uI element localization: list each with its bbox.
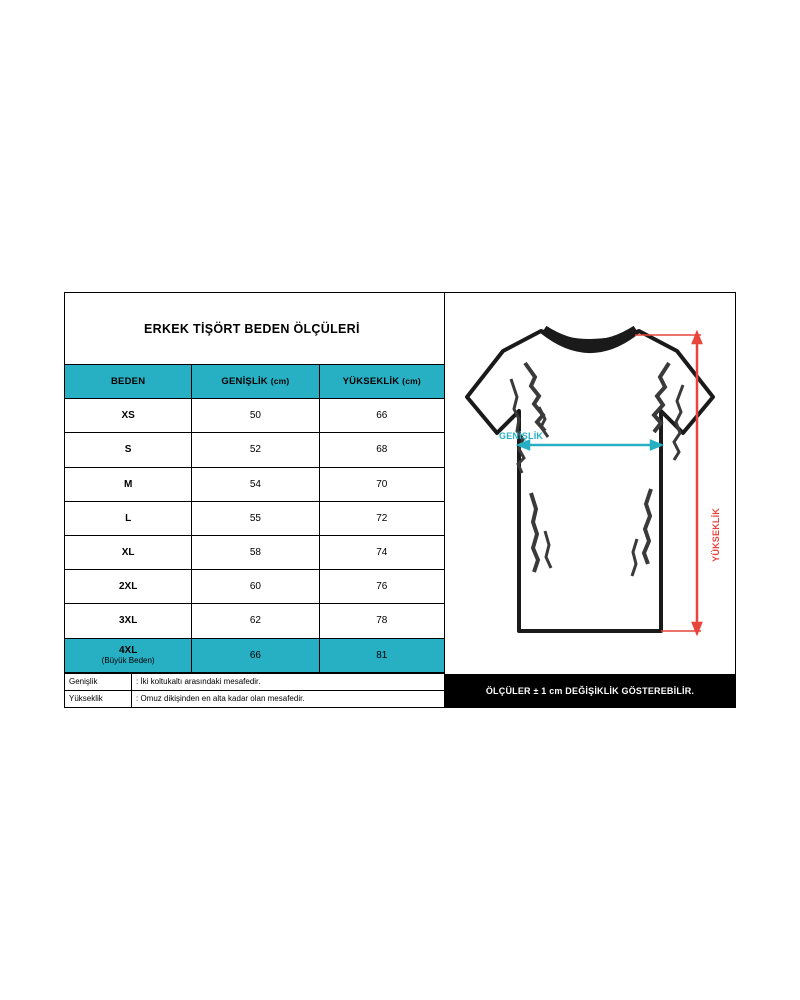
cell-height: 81 xyxy=(319,638,444,672)
width-measure-label: GENİŞLİK xyxy=(499,431,544,441)
cell-size: S xyxy=(65,433,192,467)
table-row xyxy=(65,535,444,569)
measurement-disclaimer: ÖLÇÜLER ± 1 cm DEĞİŞİKLİK GÖSTEREBİLİR. xyxy=(445,674,735,707)
size-table-pane xyxy=(65,293,445,707)
table-row xyxy=(65,399,444,433)
cell-size: L xyxy=(65,501,192,535)
cell-height: 68 xyxy=(319,433,444,467)
cell-height: 66 xyxy=(319,399,444,433)
size-table-head xyxy=(65,365,444,399)
cell-width: 54 xyxy=(192,467,319,501)
cell-size: 2XL xyxy=(65,570,192,604)
measurement-notes xyxy=(65,673,444,707)
column-header-width-text: GENİŞLİK xyxy=(221,376,268,388)
height-measure-label: YÜKSEKLİK xyxy=(711,508,721,562)
cell-size-text: 4XL xyxy=(118,644,138,656)
cell-size: 3XL xyxy=(65,604,192,638)
cell-width: 62 xyxy=(192,604,319,638)
note-key-height: Yükseklik xyxy=(65,690,132,707)
cell-width: 60 xyxy=(192,570,319,604)
column-header-width-unit: (cm) xyxy=(270,376,290,387)
cell-height: 76 xyxy=(319,570,444,604)
table-row xyxy=(65,467,444,501)
column-header-height-unit: (cm) xyxy=(402,376,421,387)
table-row-highlighted xyxy=(65,638,444,672)
note-key-width: Genişlik xyxy=(65,674,132,691)
cell-height: 72 xyxy=(319,501,444,535)
column-header-width xyxy=(192,365,319,399)
table-row xyxy=(65,604,444,638)
cell-size-subtext: (Büyük Beden) xyxy=(101,656,155,666)
note-row xyxy=(65,674,444,691)
cell-height: 78 xyxy=(319,604,444,638)
column-header-size-text: BEDEN xyxy=(111,376,146,388)
chart-title-row xyxy=(65,293,444,365)
note-text-height: : Omuz dikişinden en alta kadar olan mesafedir. xyxy=(136,694,305,704)
cell-height: 70 xyxy=(319,467,444,501)
tshirt-figure-box xyxy=(445,293,735,674)
note-row xyxy=(65,690,444,707)
table-header-row xyxy=(65,365,444,399)
tshirt-body-shape xyxy=(467,331,713,631)
cell-size: XS xyxy=(65,399,192,433)
column-header-size xyxy=(65,365,192,399)
column-header-height xyxy=(319,365,444,399)
note-text-width: : İki koltukaltı arasındaki mesafedir. xyxy=(132,674,445,691)
cell-width: 66 xyxy=(192,638,319,672)
cell-width: 55 xyxy=(192,501,319,535)
cell-size: M xyxy=(65,467,192,501)
cell-width: 58 xyxy=(192,535,319,569)
table-row xyxy=(65,433,444,467)
cell-width: 52 xyxy=(192,433,319,467)
cell-size: XL xyxy=(65,535,192,569)
cell-height: 74 xyxy=(319,535,444,569)
tshirt-figure-pane xyxy=(445,293,735,707)
size-table xyxy=(65,365,444,673)
notes-table xyxy=(65,674,444,707)
table-row xyxy=(65,570,444,604)
page-title: ERKEK TİŞÖRT BEDEN ÖLÇÜLERİ xyxy=(144,321,360,336)
cell-width: 50 xyxy=(192,399,319,433)
size-chart-card xyxy=(64,292,736,708)
table-row xyxy=(65,501,444,535)
cell-size xyxy=(65,638,192,672)
tshirt-illustration xyxy=(445,293,735,674)
column-header-height-text: YÜKSEKLİK xyxy=(342,376,400,388)
size-table-body xyxy=(65,399,444,673)
